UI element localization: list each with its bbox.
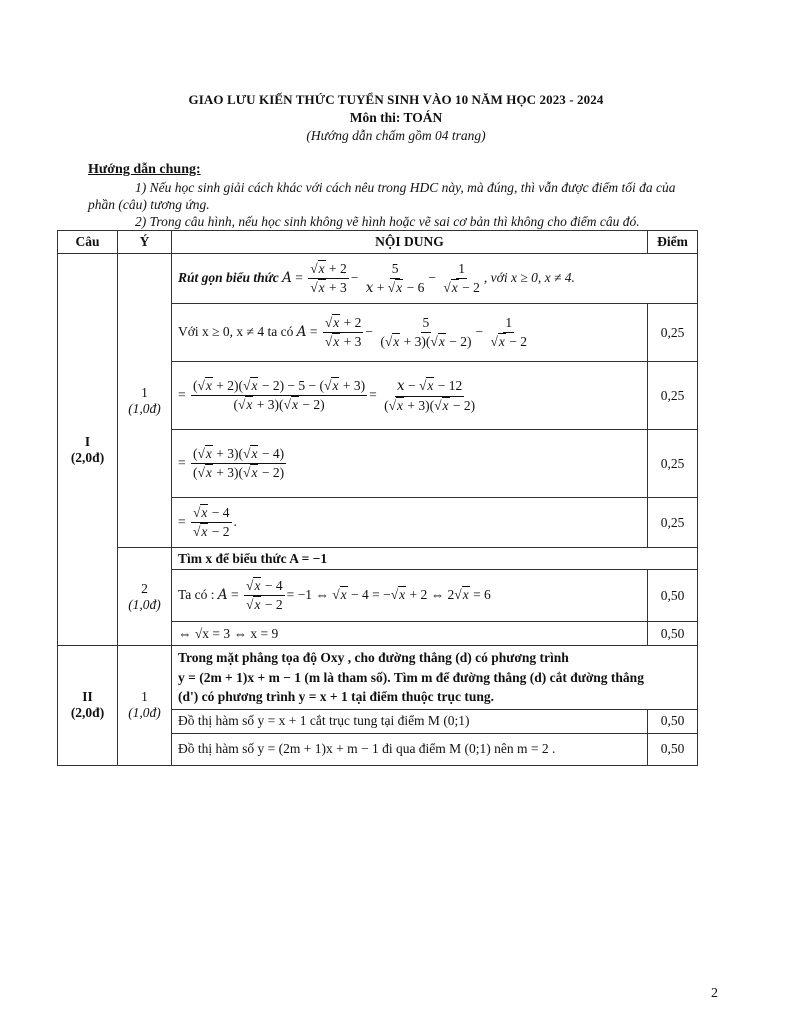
part-II-1-cell [118, 646, 172, 766]
task-label: Rút gọn biểu thức [178, 269, 279, 285]
part-I-1-cell [118, 254, 172, 548]
col-diem: Điểm [648, 231, 698, 254]
table-row [58, 646, 698, 710]
part-label: 1 [141, 689, 148, 705]
score-cell: 0,25 [648, 362, 698, 430]
step-II-1-b: Đồ thị hàm số y = (2m + 1)x + m − 1 đi qua điểm M (0;1) nên m = 2 . [172, 733, 648, 765]
question-points: (2,0đ) [70, 449, 105, 465]
rule-1: 1) Nếu học sinh giải cách khác với cách nêu trong HDC này, mà đúng, thì vẫn được điểm tối đa của [135, 180, 676, 195]
col-noidung: NỘI DUNG [172, 231, 648, 254]
score-cell: 0,25 [648, 498, 698, 548]
task-line: (d') có phương trình y = x + 1 tại điểm thuộc trục tung. [178, 689, 494, 705]
step-I-2-a: Ta có : A = $\frac{√x - 4}{√x - 2}$ = −1 ⇔ √x − 4 = −√x + 2 ⇔ 2√x = 6 [172, 570, 648, 622]
score-cell: 0,50 [648, 733, 698, 765]
question-label: I [84, 433, 91, 449]
table-row [58, 254, 698, 304]
part-label: 2 [141, 580, 148, 596]
part-I-2-cell [118, 548, 172, 646]
step-prefix: Ta có : [178, 586, 215, 602]
step-I-1-d: = $\frac{√x - 4}{√x - 2}$ . [172, 498, 648, 548]
task-line: Trong mặt phẳng tọa độ Oxy , cho đường thẳng (d) có phương trình [178, 650, 569, 665]
step-I-2-b: ⇔ √x = 3 ⇔ x = 9 [172, 622, 648, 646]
col-cau: Câu [58, 231, 118, 254]
question-I-cell [58, 254, 118, 646]
step-I-1-a: Với x ≥ 0, x ≠ 4 ta có A = $\frac{√x + 2}{√x + 3}$ − $\frac{5}{(√x + 3)(√x - 2)}$ − $\frac{1}{√x - 2}$ [172, 304, 648, 362]
task-I-1: Rút gọn biểu thức A = $\frac{√x + 2}{√x + 3}$ − $\frac{5}{x + √x - 6}$ − $\frac{1}{√x - 2}$ , với x ≥ 0, x ≠ 4. [172, 254, 698, 304]
col-y: Ý [118, 231, 172, 254]
score-cell: 0,25 [648, 430, 698, 498]
subject-line: Môn thi: TOÁN [349, 110, 443, 125]
score-cell: 0,50 [648, 570, 698, 622]
rule-2: 2) Trong câu hình, nếu học sinh không vẽ hình hoặc vẽ sai cơ bản thì không cho điểm câu đó. [135, 214, 640, 229]
task-I-2: Tìm x để biểu thức A = −1 [172, 548, 698, 570]
task-condition: , với x ≥ 0, x ≠ 4. [483, 269, 575, 285]
task-II-1 [172, 646, 698, 710]
step-I-1-b: = $\frac{(√x + 2)(√x - 2) - 5 - (√x + 3)}{(√x + 3)(√x - 2)}$ = $\frac{x - √x - 12}{(√x + 3)(√x - 2)}$ [172, 362, 648, 430]
score-cell: 0,50 [648, 709, 698, 733]
table-header-row [58, 231, 698, 254]
document-title: GIAO LƯU KIẾN THỨC TUYỂN SINH VÀO 10 NĂM HỌC 2023 - 2024 [188, 92, 604, 107]
part-label: 1 [141, 384, 148, 400]
general-heading: Hướng dẫn chung: [88, 162, 201, 177]
step-text: Với x ≥ 0, x ≠ 4 ta có [178, 323, 294, 339]
score-cell: 0,50 [648, 622, 698, 646]
page-number: 2 [711, 986, 718, 1001]
part-points: (1,0đ) [128, 596, 161, 612]
question-points: (2,0đ) [70, 705, 105, 721]
rule-1-cont: phần (câu) tương ứng. [88, 197, 210, 212]
task-line: y = (2m + 1)x + m − 1 (m là tham số). Tìm m để đường thẳng (d) cắt đường thẳng [178, 669, 644, 685]
part-points: (1,0đ) [128, 400, 161, 416]
step-I-1-c: = $\frac{(√x + 3)(√x - 4)}{(√x + 3)(√x - 2)}$ [172, 430, 648, 498]
table-row [58, 548, 698, 570]
step-II-1-a: Đồ thị hàm số y = x + 1 cắt trục tung tại điểm M (0;1) [172, 709, 648, 733]
question-label: II [82, 689, 93, 705]
grading-table [57, 230, 698, 766]
question-II-cell [58, 646, 118, 766]
page-count-note: (Hướng dẫn chấm gồm 04 trang) [306, 128, 486, 143]
score-cell: 0,25 [648, 304, 698, 362]
part-points: (1,0đ) [128, 705, 161, 721]
